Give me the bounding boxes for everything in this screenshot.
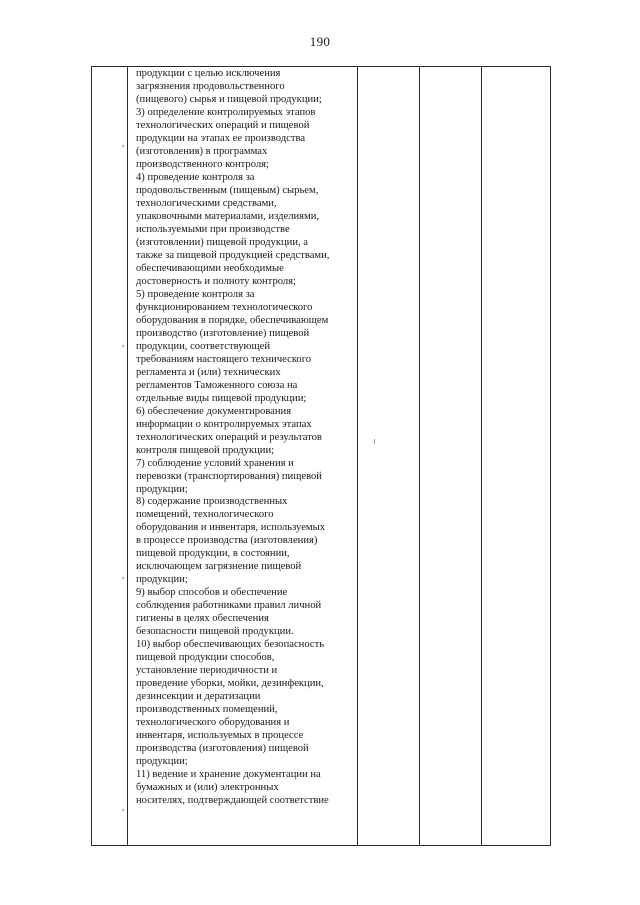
text-line: 4) проведение контроля за [136,171,255,183]
text-line: 3) определение контролируемых этапов [136,106,316,118]
text-line: в процессе производства (изготовления) [136,535,318,547]
text-line: 10) выбор обеспечивающих безопасность [136,639,325,651]
text-line: достоверность и полноту контроля; [136,275,297,287]
text-line: (изготовления) в программах [136,145,268,157]
text-line: информации о контролируемых этапах [136,418,312,430]
text-line: обеспечивающими необходимые [136,262,284,274]
text-line: гигиены в целях обеспечения [136,613,269,625]
column-divider [419,67,420,845]
text-line: используемыми при производстве [136,223,290,235]
text-line: регламента и (или) технических [136,366,281,378]
text-line: контроля пищевой продукции; [136,444,275,456]
text-line: бумажных и (или) электронных [136,782,279,794]
requirements-table [91,66,551,846]
requirements-text-cell [136,68,354,844]
text-line: функционированием технологического [136,301,313,313]
page-number: 190 [309,34,331,49]
text-line: продукции; [136,483,188,495]
text-line: технологическими средствами, [136,197,277,209]
text-line: также за пищевой продукцией средствами, [136,249,330,261]
text-line: инвентаря, используемых в процессе [136,730,304,742]
text-line: производства (изготовления) пищевой [136,743,309,755]
scan-mark: , [122,338,125,348]
text-line: 11) ведение и хранение документации на [136,769,321,781]
text-line: соблюдения работниками правил личной [136,600,322,612]
text-line: продукции; [136,574,188,586]
text-line: продукции на этапах ее производства [136,132,306,144]
text-line: носителях, подтверждающей соответствие [136,795,329,807]
text-line: оборудования в порядке, обеспечивающем [136,314,329,326]
scan-mark: , [122,138,125,148]
column-divider [127,67,128,845]
text-line: технологических операций и пищевой [136,119,310,131]
text-line: (пищевого) сырья и пищевой продукции; [136,93,322,105]
text-line: продукции, соответствующей [136,340,270,352]
text-line: оборудования и инвентаря, используемых [136,522,326,534]
text-line: установление периодичности и [136,665,278,677]
text-line: перевозки (транспортирования) пищевой [136,470,322,482]
text-line: 8) содержание производственных [136,496,288,508]
text-line: пищевой продукции, в состоянии, [136,548,290,560]
text-line: (изготовлении) пищевой продукции, а [136,236,308,248]
text-line: технологических операций и результатов [136,431,322,443]
text-line: 7) соблюдение условий хранения и [136,457,294,469]
text-line: исключающем загрязнение пищевой [136,561,302,573]
text-line: загрязнения продовольственного [136,80,285,92]
scan-mark: , [122,802,125,812]
text-line: регламентов Таможенного союза на [136,379,298,391]
text-line: безопасности пищевой продукции. [136,626,294,638]
scan-speck [374,439,375,444]
text-line: отдельные виды пищевой продукции; [136,392,307,404]
column-divider [357,67,358,845]
text-line: проведение уборки, мойки, дезинфекции, [136,678,324,690]
column-divider [481,67,482,845]
text-line: помещений, технологического [136,509,274,521]
text-line: 5) проведение контроля за [136,288,255,300]
text-line: продукции; [136,756,188,768]
text-line: упаковочными материалами, изделиями, [136,210,320,222]
scan-mark: , [122,570,125,580]
text-line: производство (изготовление) пищевой [136,327,310,339]
text-line: 6) обеспечение документирования [136,405,292,417]
text-line: технологического оборудования и [136,717,290,729]
text-line: требованиям настоящего технического [136,353,312,365]
text-line: продукции с целью исключения [136,68,281,79]
text-line: продовольственным (пищевым) сырьем, [136,184,319,196]
text-line: производственных помещений, [136,704,278,716]
text-line: 9) выбор способов и обеспечение [136,587,288,599]
text-line: пищевой продукции способов, [136,652,275,664]
text-line: дезинсекции и дератизации [136,691,261,703]
text-line: производственного контроля; [136,158,269,170]
